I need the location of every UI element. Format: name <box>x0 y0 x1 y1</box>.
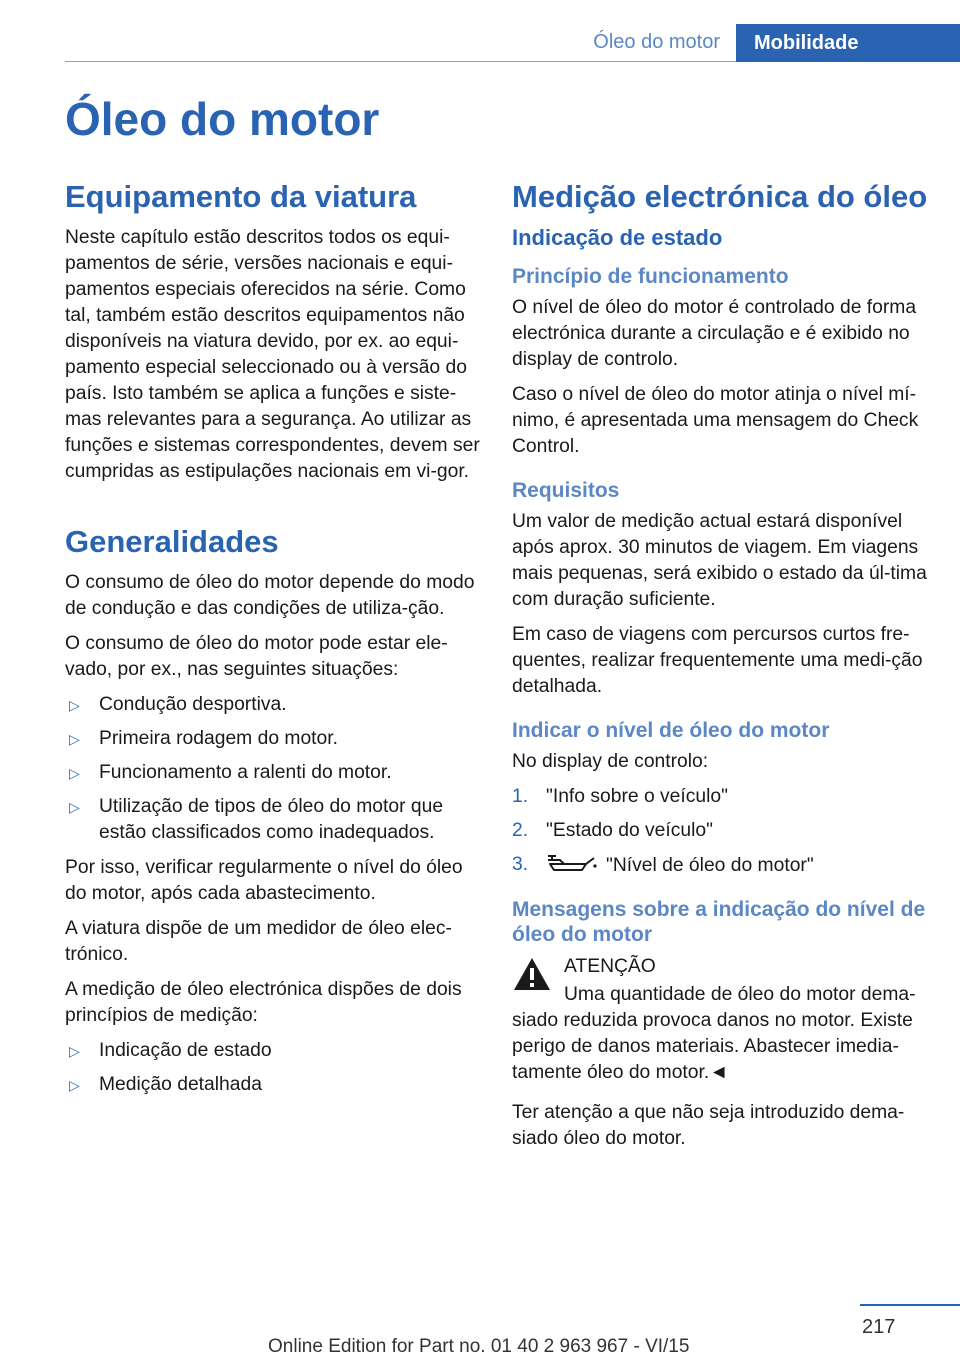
general-heading: Generalidades <box>65 524 279 560</box>
situations-list <box>65 692 483 846</box>
equipment-heading: Equipamento da viatura <box>65 179 417 214</box>
principles-list <box>65 1038 483 1098</box>
list-item: ▷ Utilização de tipos de óleo do motor que estão classificados como inadequados. <box>69 796 444 844</box>
messages-heading: Mensagens sobre a indicação do nível de óleo do motor <box>512 898 926 947</box>
header-chapter-tab: Mobilidade <box>736 24 960 62</box>
step-number: 3. <box>512 854 529 876</box>
list-item: ▷ Medição detalhada <box>65 1072 483 1098</box>
general-paragraph: O consumo de óleo do motor depende do modo de condução e das condições de utiliza-ção. <box>65 572 475 620</box>
left-column <box>65 178 483 1107</box>
warning-text: Uma quantidade de óleo do motor dema-siado reduzida provoca danos no motor. Existe perigo de danos materiais. Abastecer imedia-tamente óleo do motor.◄ <box>512 983 916 1083</box>
list-item: ▷ Funcionamento a ralenti do motor. <box>65 760 483 786</box>
bullet-triangle-icon: ▷ <box>69 731 80 748</box>
requirements-paragraph: Em caso de viagens com percursos curtos fre-quentes, realizar frequentemente uma medi-ção detalhada. <box>512 623 923 697</box>
oil-can-icon <box>546 852 598 874</box>
list-item: 2. "Estado do veículo" <box>512 818 930 844</box>
general-paragraph: A viatura dispõe de um medidor de óleo elec-trónico. <box>65 918 452 966</box>
page-title: Óleo do motor <box>65 93 380 145</box>
right-column <box>512 178 930 1161</box>
warning-title: ATENÇÃO <box>564 955 656 977</box>
bullet-triangle-icon: ▷ <box>69 1043 80 1060</box>
principle-paragraph: Caso o nível de óleo do motor atinja o nível mí-nimo, é apresentada uma mensagem do Check Control. <box>512 383 919 457</box>
oil-measurement-heading: Medição electrónica do óleo <box>512 179 928 214</box>
page-number: 217 <box>862 1316 896 1338</box>
footer-rule <box>860 1304 960 1306</box>
steps-list <box>512 784 930 879</box>
edition-footer: Online Edition for Part no. 01 40 2 963 967 - VI/15 <box>268 1336 690 1357</box>
step-number: 2. <box>512 820 529 842</box>
list-item: 3. "Nível de óleo do motor" <box>512 854 814 877</box>
principle-heading: Princípio de funcionamento <box>512 264 789 288</box>
final-paragraph: Ter atenção a que não seja introduzido dema-siado óleo do motor. <box>512 1101 905 1149</box>
list-item: ▷ Condução desportiva. <box>65 692 483 718</box>
indicate-level-heading: Indicar o nível de óleo do motor <box>512 718 830 742</box>
warning-triangle-icon <box>512 956 552 992</box>
indicate-paragraph: No display de controlo: <box>512 751 709 773</box>
header-section-label: Óleo do motor <box>593 31 720 53</box>
general-paragraph: A medição de óleo electrónica dispões de dois princípios de medição: <box>65 979 462 1027</box>
bullet-triangle-icon: ▷ <box>69 1077 80 1094</box>
principle-paragraph: O nível de óleo do motor é controlado de forma electrónica durante a circulação e é exibido no display de controlo. <box>512 296 917 370</box>
equipment-text: Neste capítulo estão descritos todos os equi-pamentos de série, versões nacionais e equi-pamentos especiais oferecidos na série. Como tal, também estão descritos equipamentos não disponíveis na viatura devido, por ex. ao equi-pamento especial seleccionado ou à versão do país. Isto também se aplica a funções e siste-mas relevantes para a segurança. Ao utilizar as funções e sistemas correspondentes, devem ser cumpridas as estipulações nacionais em vi-gor. <box>65 227 480 483</box>
bullet-triangle-icon: ▷ <box>69 799 80 816</box>
bullet-triangle-icon: ▷ <box>69 697 80 714</box>
warning-box <box>512 954 930 980</box>
general-paragraph: O consumo de óleo do motor pode estar ele-vado, por ex., nas seguintes situações: <box>65 633 448 681</box>
list-item: ▷ Primeira rodagem do motor. <box>65 726 483 752</box>
bullet-triangle-icon: ▷ <box>69 765 80 782</box>
status-indication-heading: Indicação de estado <box>512 225 723 251</box>
list-item: 1. "Info sobre o veículo" <box>512 784 930 810</box>
requirements-paragraph: Um valor de medição actual estará disponível após aprox. 30 minutos de viagem. Em viagens mais pequenas, será exibido o estado da úl-tima com duração suficiente. <box>512 510 927 610</box>
general-paragraph: Por isso, verificar regularmente o nível do óleo do motor, após cada abastecimento. <box>65 857 463 905</box>
step-number: 1. <box>512 786 529 808</box>
requirements-heading: Requisitos <box>512 478 620 502</box>
list-item: ▷ Indicação de estado <box>65 1038 483 1064</box>
